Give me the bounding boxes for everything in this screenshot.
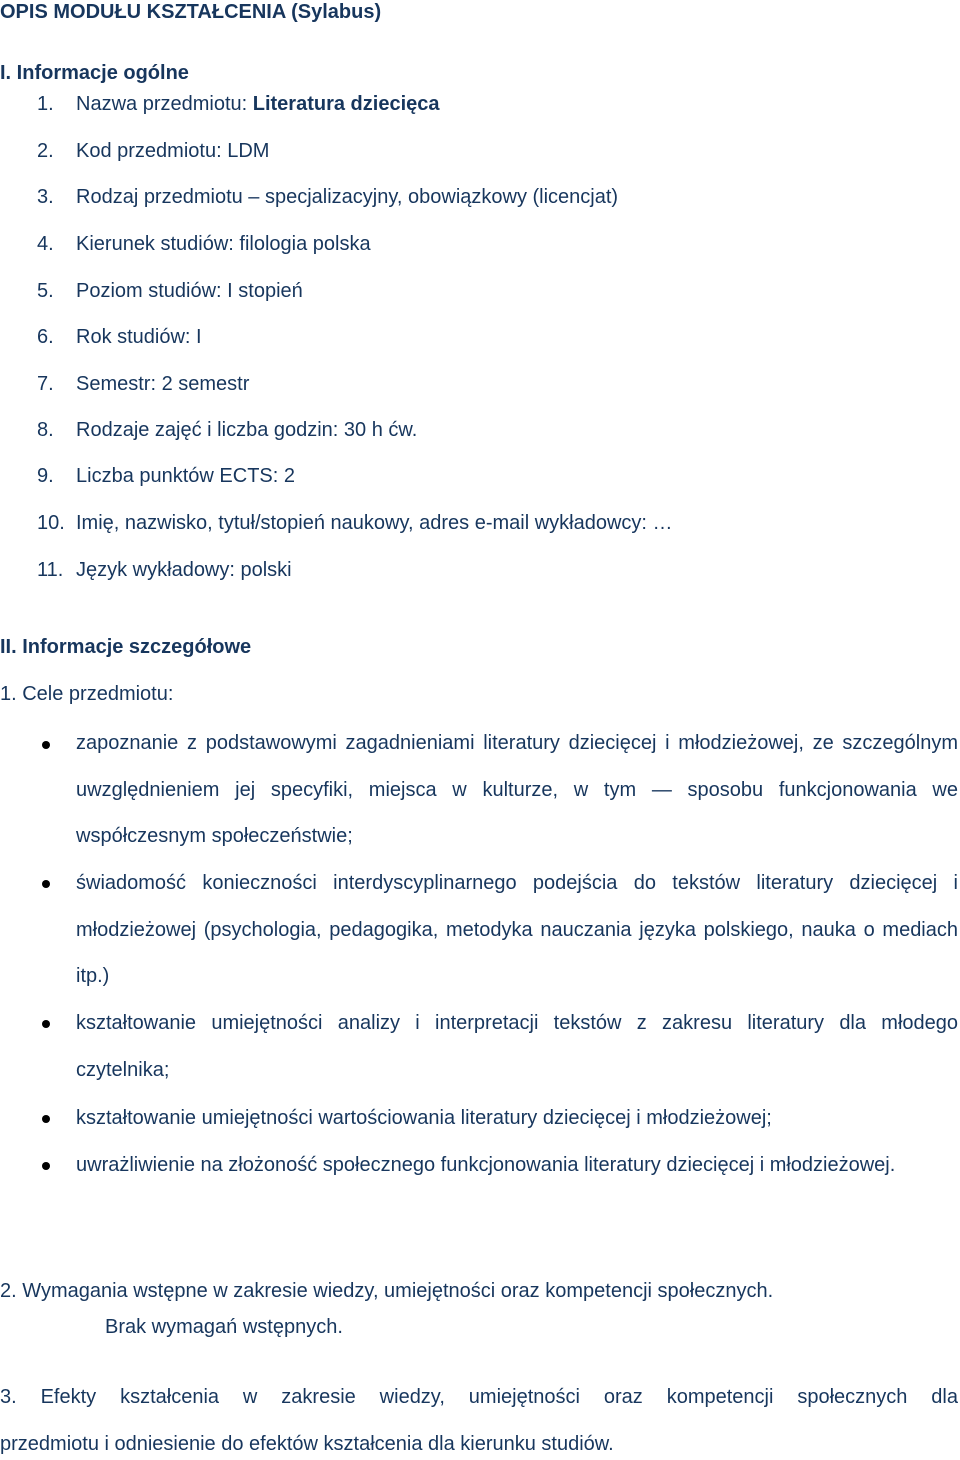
list-item: kształtowanie umiejętności wartościowania literatury dziecięcej i młodzieżowej; — [76, 1107, 772, 1129]
list-item: kształtowanie umiejętności analizy i interpretacji tekstów z zakresu literatury dla młodego czytelnika; — [76, 1012, 958, 1081]
list-item-label: Język wykładowy: polski — [76, 559, 292, 581]
list-item-label: Rodzaje zajęć i liczba godzin: 30 h ćw. — [76, 419, 418, 441]
section-detailed-heading: II. Informacje szczegółowe — [0, 636, 252, 658]
list-item: świadomość konieczności interdyscyplinarnego podejścia do tekstów literatury dziecięcej i młodzieżowej (psychologia, pedagogika, metodyka nauczania języka polskiego, nauka o mediach itp.) — [76, 872, 958, 987]
document-title: OPIS MODUŁU KSZTAŁCENIA (Sylabus) — [0, 1, 382, 23]
bullet-icon — [42, 1020, 50, 1028]
outcomes-title-continued: przedmiotu i odniesienie do efektów kształcenia dla kierunku studiów. — [0, 1433, 614, 1455]
bullet-icon — [42, 1115, 50, 1123]
list-item-label: Poziom studiów: I stopień — [76, 280, 303, 302]
list-item: zapoznanie z podstawowymi zagadnieniami literatury dziecięcej i młodzieżowej, ze szczególnym uwzględnieniem jej specyfiki, miejsca w kulturze, w tym — sposobu funkcjonowania we współczesnym społeczeństwie; — [76, 732, 958, 847]
list-item-label: Imię, nazwisko, tytuł/stopień naukowy, adres e-mail wykładowcy: … — [76, 512, 673, 534]
list-item-label: Nazwa przedmiotu: — [76, 93, 253, 115]
list-item-label: Rodzaj przedmiotu – specjalizacyjny, obowiązkowy (licencjat) — [76, 186, 619, 208]
list-item: uwrażliwienie na złożoność społecznego funkcjonowania literatury dziecięcej i młodzieżowej. — [76, 1154, 896, 1176]
outcomes-title: 3. Efekty kształcenia w zakresie wiedzy, umiejętności oraz kompetencji społecznych dla — [0, 1386, 958, 1408]
requirements-text: Brak wymagań wstępnych. — [105, 1316, 343, 1338]
list-item-label: Semestr: 2 semestr — [76, 373, 250, 395]
requirements-title: 2. Wymagania wstępne w zakresie wiedzy, umiejętności oraz kompetencji społecznych. — [0, 1280, 774, 1302]
list-item-label: Liczba punktów ECTS: 2 — [76, 465, 295, 487]
section-general-heading: I. Informacje ogólne — [0, 62, 189, 84]
list-item-label: Kierunek studiów: filologia polska — [76, 233, 371, 255]
syllabus-page: OPIS MODUŁU KSZTAŁCENIA (Sylabus) I. Informacje ogólne 1. Nazwa przedmiotu: Literatura dziecięca 2. Kod przedmiotu: LDM 3. Rodzaj przedmiotu – specjalizacyjny, obowiązkowy (licencjat) 4. Kierunek studiów: filologia polska 5. Poziom studiów: I stopień 6. Rok studiów: I 7. Semestr: 2 semestr 8. Rodzaje zajęć i liczba godzin: 30 h ćw. 9. Liczba punktów ECTS: 2 10. Imię, nazwisko, tytuł/stopień naukowy, adres e-mail wykładowcy: … 11. Język wykładowy: polski II. Informacje szczegółowe 1. Cele przedmiotu: zapoznanie z podstawowymi zagadnieniami literatury dziecięcej i młodzieżowej, ze szczególnym uwzględnieniem jej specyfiki, miejsca w kulturze, w tym — sposobu funkcjonowania we współczesnym społeczeństwie; świadomość konieczności interdyscyplinarnego podejścia do tekstów literatury dziecięcej i młodzieżowej (psychologia, pedagogika, metodyka nauczania języka polskiego, nauka o mediach itp.) kształtowanie umiejętności analizy i interpretacji tekstów z zakresu literatury dla młodego czytelnika; kształtowanie umiejętności wartościowania literatury dziecięcej i młodzieżowej; uwrażliwienie na złożoność społecznego funkcjonowania literatury dziecięcej i młodzieżowej. 2. Wymagania wstępne w zakresie wiedzy, umiejętności oraz kompetencji społecznych. Brak wymagań wstępnych. 3. Efekty kształcenia w zakresie wiedzy, umiejętności oraz kompetencji społecznych dla przedmiotu i odniesienie do efektów kształcenia dla kierunku studiów. — [0, 1, 958, 1455]
list-item-label: Kod przedmiotu: LDM — [76, 140, 270, 162]
list-item-label: Rok studiów: I — [76, 326, 202, 348]
bullet-icon — [42, 880, 50, 888]
goals-title: 1. Cele przedmiotu: — [0, 683, 174, 705]
bullet-icon — [42, 741, 50, 749]
bullet-icon — [42, 1162, 50, 1170]
course-name: Literatura dziecięca — [252, 93, 440, 115]
